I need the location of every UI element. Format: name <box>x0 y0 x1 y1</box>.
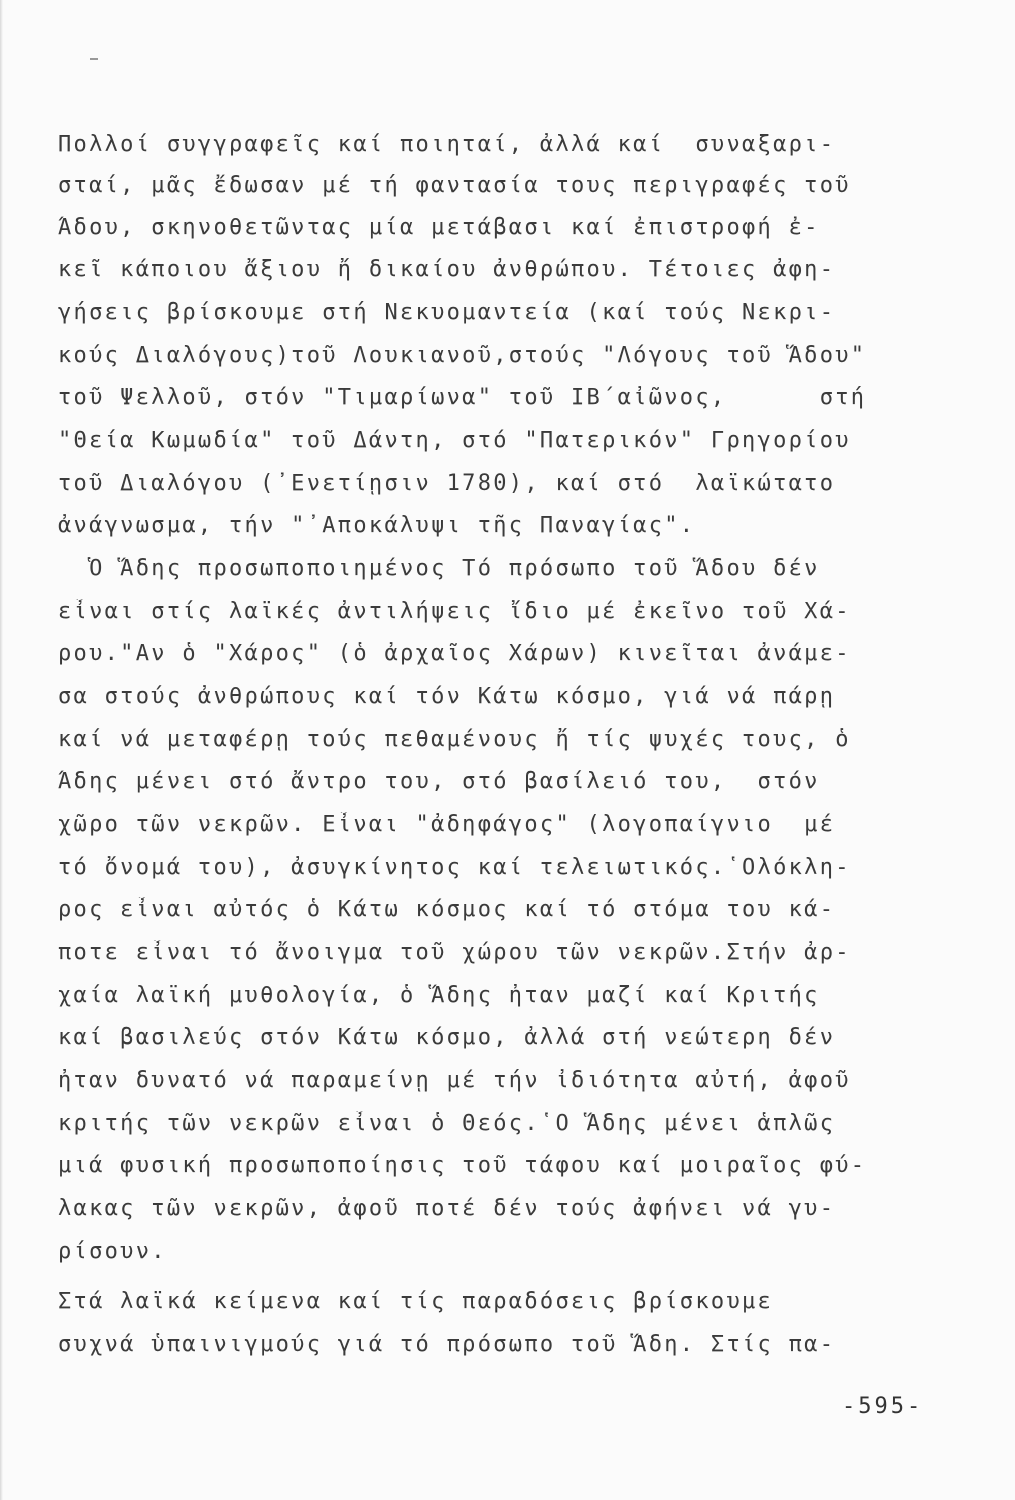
scan-edge-shadow <box>0 0 3 1500</box>
text-line: γήσεις βρίσκουμε στή Νεκυομαντεία (καί τούς Νεκρι- <box>58 300 836 325</box>
text-line: ἦταν δυνατό νά παραμείνῃ μέ τήν ἰδιότητα αὐτή, ἀφοῦ <box>58 1068 851 1093</box>
text-line: λακας τῶν νεκρῶν, ἀφοῦ ποτέ δέν τούς ἀφήνει νά γυ- <box>58 1196 836 1221</box>
text-line: κεῖ κάποιου ἄξιου ἤ δικαίου ἀνθρώπου. Τέτοιες ἀφη- <box>58 257 836 282</box>
text-line: τό ὄνομά του), ἀσυγκίνητος καί τελειωτικός.῾Ολόκλη- <box>58 855 851 880</box>
text-line: μιά φυσική προσωποποίησις τοῦ τάφου καί μοιραῖος φύ- <box>58 1153 867 1178</box>
margin-mark <box>90 58 98 60</box>
text-line: τοῦ Ψελλοῦ, στόν "Τιμαρίωνα" τοῦ ΙΒ΄αἰῶνος, στή <box>58 385 867 410</box>
text-line: καί βασιλεύς στόν Κάτω κόσμο, ἀλλά στή νεώτερη δέν <box>58 1025 836 1050</box>
text-line: ἀνάγνωσμα, τήν "᾿Αποκάλυψι τῆς Παναγίας". <box>58 513 696 538</box>
text-line: Πολλοί συγγραφεῖς καί ποιηταί, ἀλλά καί συναξαρι- <box>58 132 836 157</box>
text-line: ρίσουν. <box>58 1239 167 1264</box>
text-line: "Θεία Κωμωδία" τοῦ Δάντη, στό "Πατερικόν" Γρηγορίου <box>58 428 851 453</box>
text-line: καί νά μεταφέρῃ τούς πεθαμένους ἤ τίς ψυχές τους, ὁ <box>58 727 851 752</box>
text-line: σα στούς ἀνθρώπους καί τόν Κάτω κόσμο, γιά νά πάρῃ <box>58 684 836 709</box>
text-line: εἶναι στίς λαϊκές ἀντιλήψεις ἴδιο μέ ἐκεῖνο τοῦ Χά- <box>58 599 851 624</box>
text-line: Ἅδου, σκηνοθετῶντας μία μετάβασι καί ἐπιστροφή ἐ- <box>58 215 820 240</box>
text-line: σταί, μᾶς ἔδωσαν μέ τή φαντασία τους περιγραφές τοῦ <box>58 173 851 198</box>
text-line: συχνά ὑπαινιγμούς γιά τό πρόσωπο τοῦ Ἅδη. Στίς πα- <box>58 1332 836 1357</box>
text-line: ποτε εἶναι τό ἄνοιγμα τοῦ χώρου τῶν νεκρῶν.Στήν ἀρ- <box>58 940 851 965</box>
text-line: ρος εἶναι αὐτός ὁ Κάτω κόσμος καί τό στόμα του κά- <box>58 897 836 922</box>
text-line: Ἅδης μένει στό ἄντρο του, στό βασίλειό του, στόν <box>58 769 820 794</box>
text-line: κούς Διαλόγους)τοῦ Λουκιανοῦ,στούς "Λόγους τοῦ Ἅδου" <box>58 343 867 368</box>
text-line: ρου."Αν ὁ "Χάρος" (ὁ ἀρχαῖος Χάρων) κινεῖται ἀνάμε- <box>58 641 851 666</box>
text-line: χαία λαϊκή μυθολογία, ὁ Ἅδης ἦταν μαζί καί Κριτής <box>58 983 820 1008</box>
text-line: Στά λαϊκά κείμενα καί τίς παραδόσεις βρίσκουμε <box>58 1289 774 1314</box>
text-line: Ὁ Ἅδης προσωποποιημένος Τό πρόσωπο τοῦ Ἅδου δέν <box>58 556 820 581</box>
text-line: κριτής τῶν νεκρῶν εἶναι ὁ Θεός.῾Ο Ἅδης μένει ἁπλῶς <box>58 1111 836 1136</box>
page-number: -595- <box>842 1394 924 1419</box>
text-line: τοῦ Διαλόγου (᾿Ενετίῃσιν 1780), καί στό λαϊκώτατο <box>58 471 836 496</box>
text-line: χῶρο τῶν νεκρῶν. Εἶναι "ἀδηφάγος" (λογοπαίγνιο μέ <box>58 812 836 837</box>
